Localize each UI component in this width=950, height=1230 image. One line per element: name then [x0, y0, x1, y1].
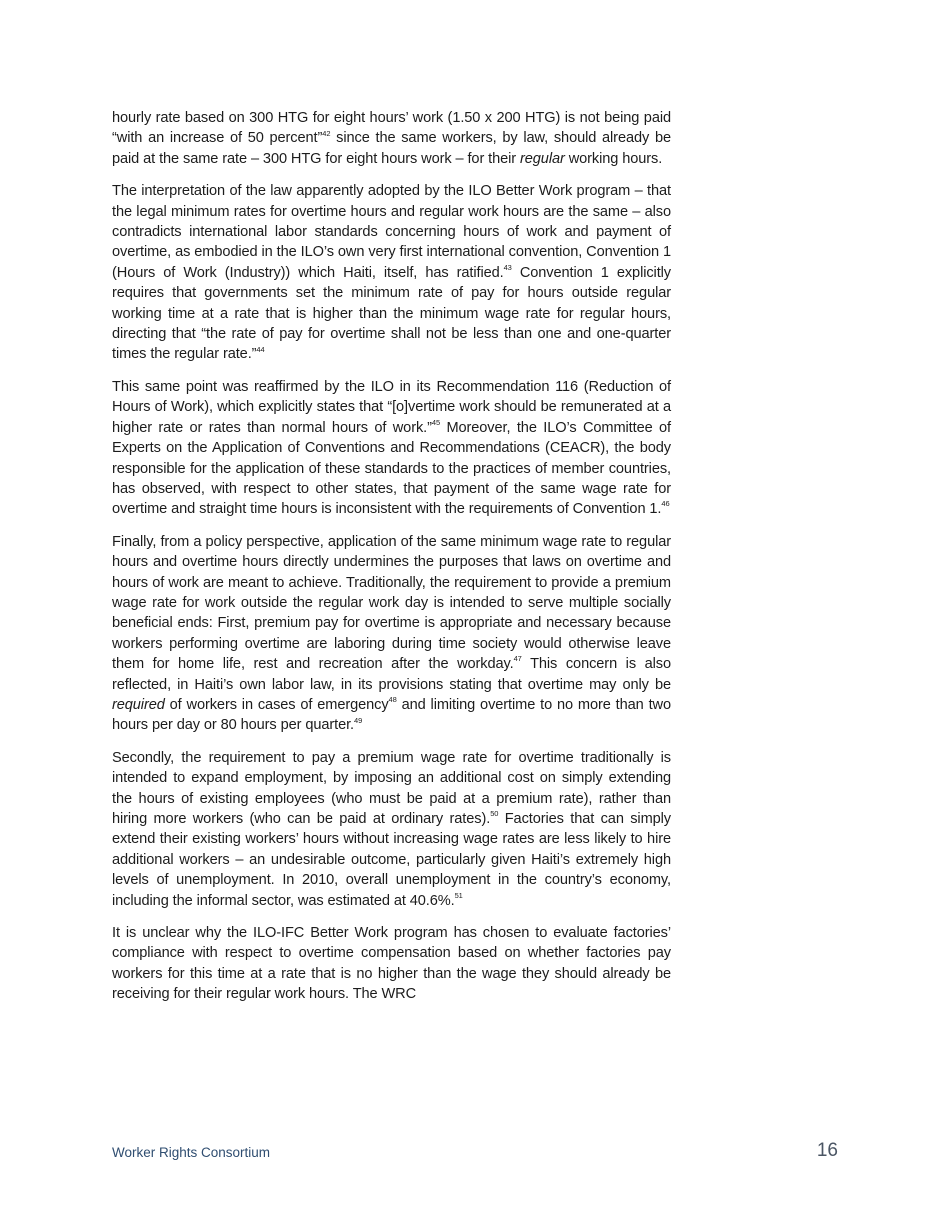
footnote-ref-51[interactable]: 51 [454, 890, 463, 900]
text-run: Factories that can simply extend their existing workers’ hours without increasing wage rates are less likely to hire additional workers – an undesirable outcome, particularly given Haiti’s extremely high levels of unemployment. In 2010, overall unemployment in the country’s economy, including the informal sector, was estimated at 40.6%. [112, 811, 671, 909]
footnote-ref-42[interactable]: 42 [322, 128, 331, 138]
text-run: of workers in cases of emergency [164, 696, 389, 713]
footnote-ref-46[interactable]: 46 [661, 499, 670, 509]
footnote-ref-43[interactable]: 43 [503, 262, 512, 272]
paragraph-5 [112, 748, 671, 911]
emphasis-text: required [112, 696, 165, 713]
text-run: Convention 1 explicitly requires that governments set the minimum rate of pay for hours outside regular working time at a rate that is higher than the minimum wage rate for regular hours, directing that “the rate of pay for overtime shall not be less than one and one-quarter times the regular rate.” [112, 264, 671, 363]
footnote-ref-49[interactable]: 49 [354, 715, 363, 725]
text-run: working hours. [564, 150, 663, 167]
page-number: 16 [816, 1140, 838, 1161]
document-body [112, 108, 671, 1017]
paragraph-6 [112, 923, 671, 1005]
text-run: This concern is also reflected, in Haiti’s own labor law, in its provisions stating that overtime may only be [112, 656, 671, 693]
text-run: and limiting overtime to no more than two hours per day or 80 hours per quarter. [112, 696, 671, 734]
footnote-ref-50[interactable]: 50 [490, 809, 499, 819]
footnote-ref-48[interactable]: 48 [388, 695, 397, 705]
footnote-ref-45[interactable]: 45 [431, 417, 441, 427]
paragraph-3 [112, 377, 671, 520]
text-run: The interpretation of the law apparently adopted by the ILO Better Work program – that the legal minimum rates for overtime hours and regular work hours are the same – also contradicts international labor standards concerning hours of work and payment of overtime, as embodied in the ILO’s own very first international convention, Convention 1 (Hours of Work (Industry)) which Haiti, itself, has ratified. [112, 183, 671, 281]
paragraph-4 [112, 532, 671, 736]
text-run: since the same workers, by law, should already be paid at the same rate – 300 HTG for eight hours work – for their [112, 130, 671, 167]
text-run: Secondly, the requirement to pay a premium wage rate for overtime traditionally is intended to expand employment, by imposing an additional cost on simply extending the hours of existing employees (who must be paid at a premium rate), rather than hiring more workers (who can be paid at ordinary rates). [112, 749, 671, 827]
footer-organization: Worker Rights Consortium [112, 1145, 271, 1160]
footnote-ref-47[interactable]: 47 [513, 654, 522, 664]
footnote-ref-44[interactable]: 44 [256, 344, 265, 354]
text-run: Finally, from a policy perspective, application of the same minimum wage rate to regular hours and overtime hours directly undermines the purposes that laws on overtime and hours of work are meant to achieve. Traditionally, the requirement to provide a premium wage rate for work outside the regular work day is intended to serve multiple socially beneficial ends: First, premium pay for overtime is appropriate and necessary because workers performing overtime are laboring during time society would otherwise leave them for home life, rest and recreation after the workday. [112, 533, 671, 673]
text-run: This same point was reaffirmed by the ILO in its Recommendation 116 (Reduction of Hours of Work), which explicitly states that “[o]vertime work should be remunerated at a higher rate or rates than normal hours of work.” [112, 378, 671, 436]
emphasis-text: regular [520, 150, 565, 167]
paragraph-2 [112, 181, 671, 365]
paragraph-1 [112, 108, 671, 169]
text-run: hourly rate based on 300 HTG for eight hours’ work (1.50 x 200 HTG) is not being paid “with an increase of 50 percent” [112, 110, 671, 147]
text-run: It is unclear why the ILO-IFC Better Work program has chosen to evaluate factories’ compliance with respect to overtime compensation based on whether factories pay workers for this time at a rate that is no higher than the wage they should already be receiving for their regular work hours. The WRC [112, 925, 671, 1003]
text-run: Moreover, the ILO’s Committee of Experts on the Application of Conventions and Recommendations (CEACR), the body responsible for the application of these standards to the practices of member countries, has observed, with respect to other states, that payment of the same wage rate for overtime and straight time hours is inconsistent with the requirements of Convention 1. [112, 419, 672, 518]
